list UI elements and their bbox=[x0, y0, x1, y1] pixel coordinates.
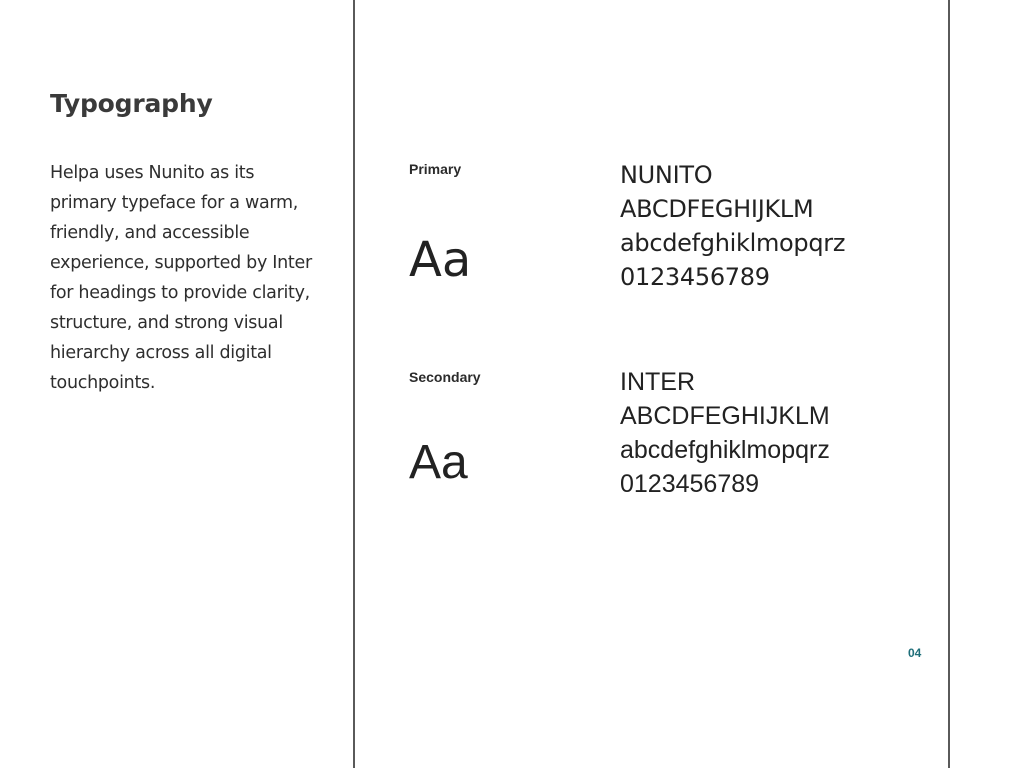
typography-description: Helpa uses Nunito as its primary typeface for a warm, friendly, and accessible experience, supported by Inter for headings to provide clarity, structure, and strong visual hierarchy across all digital touchpoints. bbox=[50, 163, 312, 393]
page-number: 04 bbox=[908, 646, 922, 660]
page-title: Typography bbox=[50, 89, 213, 118]
primary-font-name: NUNITO bbox=[620, 161, 713, 189]
primary-font-label: Primary bbox=[409, 161, 462, 177]
primary-font-sample: Aa bbox=[409, 232, 472, 288]
secondary-lowercase-sample: abcdefghiklmopqrz bbox=[620, 436, 830, 464]
right-divider bbox=[948, 0, 950, 768]
primary-lowercase-sample: abcdefghiklmopqrz bbox=[620, 229, 846, 257]
primary-font-specimen bbox=[620, 158, 845, 294]
left-divider bbox=[353, 0, 355, 768]
secondary-uppercase-sample: ABCDFEGHIJKLM bbox=[620, 402, 830, 430]
secondary-font-label: Secondary bbox=[409, 369, 481, 385]
secondary-numerals-sample: 0123456789 bbox=[620, 470, 760, 498]
primary-numerals-sample: 0123456789 bbox=[620, 263, 770, 291]
secondary-font-name: INTER bbox=[620, 368, 695, 396]
primary-uppercase-sample: ABCDFEGHIJKLM bbox=[620, 195, 814, 223]
secondary-font-specimen bbox=[620, 365, 830, 501]
secondary-font-sample: Aa bbox=[409, 436, 468, 489]
